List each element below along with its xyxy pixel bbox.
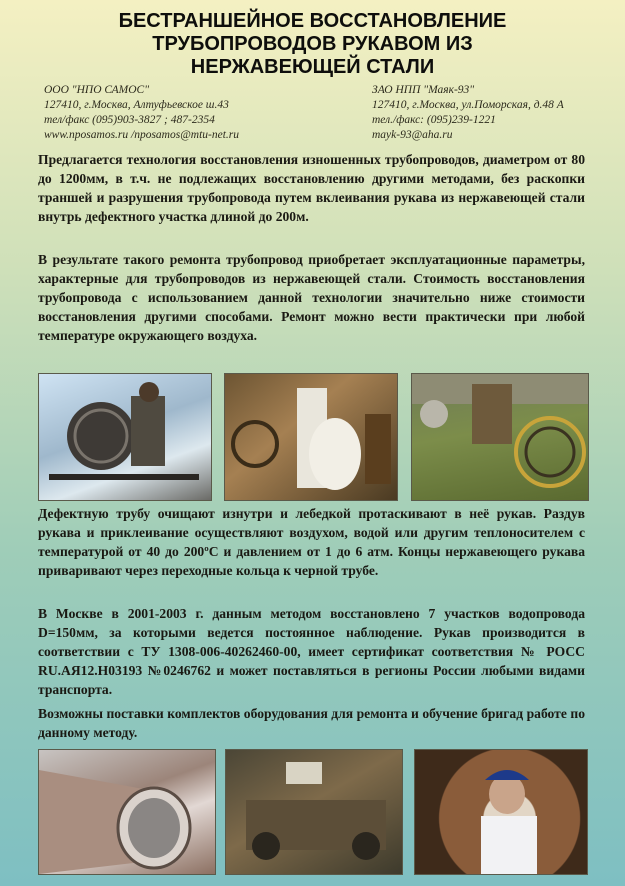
paragraph-supply: Возможны поставки комплектов оборудования для ремонта и обучение бригад работе по данному методу. xyxy=(38,706,585,740)
photo-hose-reel xyxy=(224,373,398,501)
title-line-3: НЕРЖАВЕЮЩЕЙ СТАЛИ xyxy=(190,56,435,78)
paragraph-result: В результате такого ремонта трубопровод приобретает эксплуатационные параметры, характерные для трубопроводов из нержавеющей стали. Стоимость восстановления трубопровода с использованием данной технологии значительно ниже стоимости восстановления другими способами. Ремонт можно вести практически при любой температуре окружающего воздуха. xyxy=(38,252,585,343)
paragraph-intro: Предлагается технология восстановления изношенных трубопроводов, диаметром от 80 до 1200мм, в т.ч. не подлежащих восстановлению другими методами, без раскопки траншей и разрушения трубопровода путем вклеивания рукава из нержавеющей стали внутрь дефектного участка длиной до 200м. xyxy=(38,152,585,224)
photo-winch-in-snow xyxy=(38,373,212,501)
org-right-address: 127410, г.Москва, ул.Поморская, д.48 А xyxy=(372,99,564,111)
org-left-contacts xyxy=(44,83,239,143)
org-left-address: 127410, г.Москва, Алтуфьевское ш.43 xyxy=(44,99,229,111)
photo-worker-inside-pipe xyxy=(414,749,588,875)
photo-equipment-workshop xyxy=(225,749,403,875)
org-right-contacts xyxy=(372,83,564,143)
org-left-name: ООО "НПО САМОС" xyxy=(44,84,150,96)
paragraph-process: Дефектную трубу очищают изнутри и лебедкой протаскивают в неё рукав. Раздув рукава и приклеивание осуществляют воздухом, водой или другим теплоносителем с температурой от 40 до 200ºС и давлением от 1 до 6 атм. Концы нержавеющего рукава приваривают через переходные кольца к черной трубе. xyxy=(38,506,585,578)
photo-steel-hose-end xyxy=(38,749,216,875)
org-right-name: ЗАО НПП "Маяк-93" xyxy=(372,84,475,96)
org-right-email: mayk-93@aha.ru xyxy=(372,129,453,141)
paragraph-moscow: В Москве в 2001-2003 г. данным методом восстановлено 7 участков водопровода D=150мм, за которыми ведется постоянное наблюдение. Рукав производится в соответствии с ТУ 1308-006-40262460-00, имеет сертификат соответствия № РОСС RU.АЯ12.Н03193 №0246762 и может поставляться в регионы России любыми видами транспорта. xyxy=(38,606,585,697)
org-right-phone: тел./факс: (095)239-1221 xyxy=(372,114,496,126)
title-line-2: ТРУБОПРОВОДОВ РУКАВОМ ИЗ xyxy=(152,33,473,55)
document-title xyxy=(40,10,585,79)
photo-workers-on-grass xyxy=(411,373,589,501)
org-left-web: www.nposamos.ru /nposamos@mtu-net.ru xyxy=(44,129,240,141)
title-line-1: БЕСТРАНШЕЙНОЕ ВОССТАНОВЛЕНИЕ xyxy=(118,10,507,32)
org-left-phone: тел/факс (095)903-3827 ; 487-2354 xyxy=(44,114,215,126)
